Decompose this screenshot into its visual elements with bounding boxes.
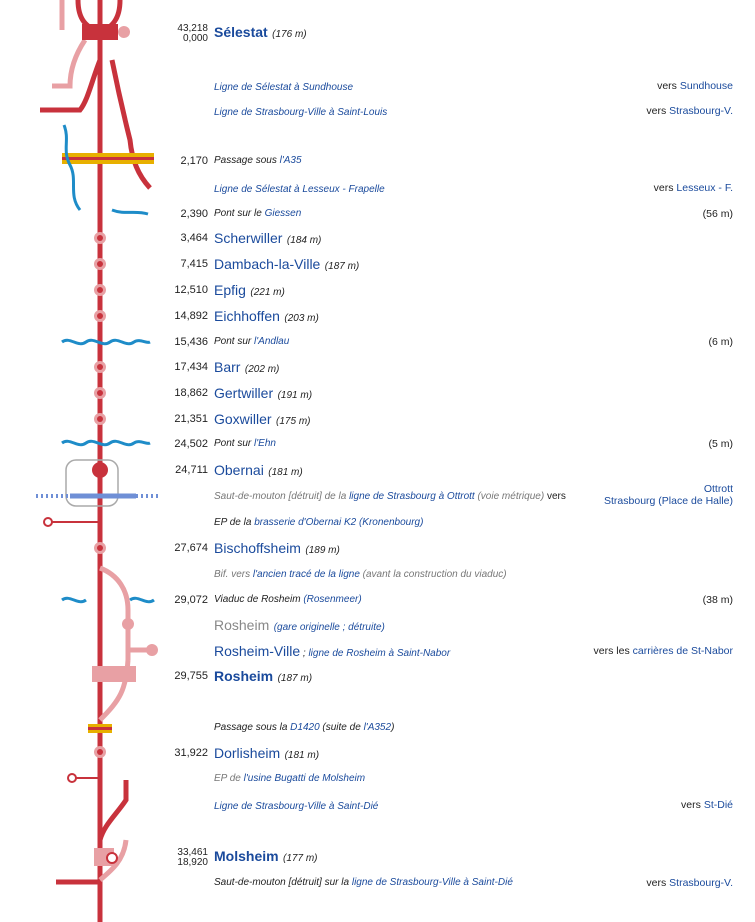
- selestat-station-block: [82, 24, 118, 40]
- text-d1420-mid: (suite de: [319, 722, 364, 733]
- alt-selestat: (176 m): [272, 29, 307, 40]
- dest-nabor[interactable]: carrières de St-Nabor: [632, 645, 733, 657]
- row-goxwiller: [170, 409, 755, 429]
- vers-nabor: vers les: [593, 645, 633, 657]
- text-d1420-post: ): [391, 722, 395, 733]
- link-brasserie[interactable]: brasserie d'Obernai K2 (Kronenbourg): [254, 517, 424, 528]
- alt-epfig: (221 m): [250, 287, 285, 298]
- brasserie-siding: [50, 510, 100, 522]
- text-andlau: Pont sur: [214, 336, 255, 347]
- row-obernai: [170, 460, 755, 480]
- link-a352[interactable]: l'A352: [363, 722, 392, 733]
- obernai-box: [66, 460, 118, 506]
- rosheim-station-block: [92, 666, 136, 682]
- link-giessen[interactable]: Giessen: [264, 208, 302, 219]
- row-dorlisheim: [170, 743, 755, 763]
- alt-goxwiller: (175 m): [276, 416, 311, 427]
- bugatti-end: [68, 774, 76, 782]
- station-epfig[interactable]: Epfig: [214, 282, 246, 298]
- text-d1420: Passage sous la: [214, 722, 291, 733]
- row-bugatti: [170, 769, 755, 789]
- row-epfig: [170, 280, 755, 300]
- line-saintdie[interactable]: Ligne de Strasbourg-Ville à Saint-Dié: [214, 801, 379, 812]
- km-giessen: 2,390: [180, 208, 208, 220]
- row-rosheim-ville: [170, 641, 755, 661]
- obernai-dot: [92, 462, 108, 478]
- brasserie-end: [44, 518, 52, 526]
- link-viaduc[interactable]: (Rosenmeer): [303, 594, 362, 605]
- row-molsheim: [170, 846, 755, 866]
- text-ehn: Pont sur: [214, 438, 255, 449]
- station-dorlisheim[interactable]: Dorlisheim: [214, 745, 281, 761]
- dest-lesseux[interactable]: Lesseux - F.: [676, 182, 733, 194]
- row-d1420: [170, 718, 755, 738]
- vers-sundhouse: vers: [657, 80, 680, 92]
- km2-selestat: 0,000: [182, 33, 208, 44]
- vers-lesseux: vers: [653, 182, 677, 194]
- km-molsheim: 33,461: [177, 847, 208, 858]
- row-eichhoffen: [170, 306, 755, 326]
- line-stlouis[interactable]: Ligne de Strasbourg-Ville à Saint-Louis: [214, 107, 388, 118]
- text-a35: Passage sous: [214, 155, 280, 166]
- row-stlouis: [170, 101, 755, 121]
- km-viaduc: 29,072: [174, 594, 208, 606]
- row-saintdie: [170, 795, 755, 815]
- text-ottrott: Saut-de-mouton [détruit] de la: [214, 491, 350, 502]
- km-bischoffsheim: 27,674: [174, 542, 208, 554]
- vers-stlouis: vers: [646, 105, 670, 117]
- height-ehn: (5 m): [708, 438, 733, 450]
- row-bischoffsheim: [170, 538, 755, 558]
- row-sundhouse: [170, 76, 755, 96]
- link-andlau[interactable]: l'Andlau: [254, 336, 290, 347]
- link-bugatti[interactable]: l'usine Bugatti de Molsheim: [243, 773, 366, 784]
- molsheim-dot: [107, 853, 117, 863]
- row-selestat: [170, 22, 755, 42]
- alt-obernai: (181 m): [268, 467, 303, 478]
- row-barr: [170, 357, 755, 377]
- alt-bischoffsheim: (189 m): [305, 545, 340, 556]
- vers-sdm-saintdie: vers: [646, 877, 670, 889]
- row-viaduc: [170, 590, 755, 610]
- dest-stlouis[interactable]: Strasbourg-V.: [669, 105, 733, 117]
- line-sundhouse[interactable]: Ligne de Sélestat à Sundhouse: [214, 82, 353, 93]
- row-brasserie: [170, 513, 755, 533]
- row-bif: [170, 565, 755, 585]
- text-bif: Bif. vers: [214, 569, 253, 580]
- km-a35: 2,170: [180, 155, 208, 167]
- molsheim-junction: [56, 780, 126, 882]
- station-eichhoffen[interactable]: Eichhoffen: [214, 308, 280, 324]
- link-ehn[interactable]: l'Ehn: [254, 438, 276, 449]
- rosheim-ville-dot: [146, 644, 158, 656]
- link-sdm-saintdie[interactable]: ligne de Strasbourg-Ville à Saint-Dié: [351, 877, 513, 888]
- line-rosheim-nabor[interactable]: ligne de Rosheim à Saint-Nabor: [308, 648, 451, 659]
- station-rosheim-ville[interactable]: Rosheim-Ville: [214, 643, 301, 659]
- d1420-highway: [88, 724, 112, 733]
- link-ottrott[interactable]: ligne de Strasbourg à Ottrott: [349, 491, 475, 502]
- alt-rosheim: (187 m): [277, 673, 313, 684]
- dest-sundhouse[interactable]: Sundhouse: [679, 80, 733, 92]
- row-lesseux: [170, 178, 755, 198]
- line-lesseux[interactable]: Ligne de Sélestat à Lesseux - Frapelle: [214, 184, 385, 195]
- alt-gertwiller: (191 m): [277, 390, 313, 401]
- alt-molsheim: (177 m): [283, 853, 318, 864]
- dest-ottrott[interactable]: Ottrott: [703, 483, 733, 495]
- km-gertwiller: 18,862: [174, 387, 208, 399]
- text-giessen: Pont sur le: [214, 208, 265, 219]
- station-barr[interactable]: Barr: [214, 359, 241, 375]
- km-ehn: 24,502: [174, 438, 208, 450]
- station-selestat[interactable]: Sélestat: [214, 24, 268, 40]
- km2-molsheim: 18,920: [177, 857, 208, 868]
- vers-ottrott: vers: [546, 491, 566, 502]
- row-scherwiller: [170, 228, 755, 248]
- text-bif-post: (avant la construction du viaduc): [359, 569, 507, 580]
- station-rosheim[interactable]: Rosheim: [214, 668, 274, 684]
- link-d1420[interactable]: D1420: [290, 722, 320, 733]
- km-eichhoffen: 14,892: [174, 310, 208, 322]
- text-viaduc: Viaduc de Rosheim: [214, 594, 304, 605]
- alt-rosheim-old: (gare originelle ; détruite): [273, 622, 385, 633]
- selestat-end-dot: [118, 26, 130, 38]
- km-obernai: 24,711: [175, 464, 208, 476]
- rosheim-old-dot: [122, 618, 134, 630]
- row-andlau: [170, 332, 755, 352]
- alt-barr: (202 m): [244, 364, 280, 375]
- row-ehn: [170, 434, 755, 454]
- alt-eichhoffen: (203 m): [284, 313, 319, 324]
- dest-saintdie[interactable]: St-Dié: [703, 799, 733, 811]
- text-sdm-saintdie: Saut-de-mouton [détruit] sur la: [214, 877, 352, 888]
- row-ottrott: [170, 483, 755, 507]
- station-molsheim[interactable]: Molsheim: [214, 848, 279, 864]
- row-dambach: [170, 254, 755, 274]
- km-epfig: 12,510: [174, 284, 208, 296]
- alt-dambach: (187 m): [324, 261, 360, 272]
- alt-dorlisheim: (181 m): [284, 750, 320, 761]
- height-viaduc: (38 m): [702, 594, 733, 606]
- row-gertwiller: [170, 383, 755, 403]
- height-andlau: (6 m): [708, 336, 733, 348]
- vers-saintdie: vers: [681, 799, 704, 811]
- row-giessen: [170, 204, 755, 224]
- station-bischoffsheim[interactable]: Bischoffsheim: [214, 540, 301, 556]
- link-a35[interactable]: l'A35: [279, 155, 302, 166]
- station-rosheim-old: Rosheim: [214, 617, 270, 633]
- dest-strasbourg-halle[interactable]: Strasbourg (Place de Halle): [604, 495, 733, 507]
- row-rosheim: [170, 666, 755, 686]
- km-goxwiller: 21,351: [174, 413, 208, 425]
- text-ottrott-post: (voie métrique): [474, 491, 545, 502]
- alt-scherwiller: (184 m): [286, 235, 322, 246]
- station-goxwiller[interactable]: Goxwiller: [214, 411, 272, 427]
- row-sdm-saintdie: [170, 873, 755, 893]
- row-rosheim-old: [170, 615, 755, 635]
- km-dambach: 7,415: [180, 258, 208, 270]
- station-scherwiller[interactable]: Scherwiller: [214, 230, 283, 246]
- station-gertwiller[interactable]: Gertwiller: [214, 385, 274, 401]
- link-bif[interactable]: l'ancien tracé de la ligne: [252, 569, 360, 580]
- station-obernai[interactable]: Obernai: [214, 462, 264, 478]
- km-andlau: 15,436: [174, 336, 208, 348]
- text-bugatti: EP de: [214, 773, 244, 784]
- dest-sdm-saintdie[interactable]: Strasbourg-V.: [669, 877, 733, 889]
- row-a35: [170, 151, 755, 171]
- height-giessen: (56 m): [702, 208, 733, 220]
- km-rosheim: 29,755: [174, 670, 208, 682]
- km-selestat: 43,218: [177, 23, 208, 34]
- text-brasserie: EP de la: [214, 517, 255, 528]
- km-barr: 17,434: [174, 361, 208, 373]
- km-scherwiller: 3,464: [180, 232, 208, 244]
- station-dambach[interactable]: Dambach-la-Ville: [214, 256, 321, 272]
- sep-rosheim-ville: ;: [300, 648, 309, 659]
- km-dorlisheim: 31,922: [174, 747, 208, 759]
